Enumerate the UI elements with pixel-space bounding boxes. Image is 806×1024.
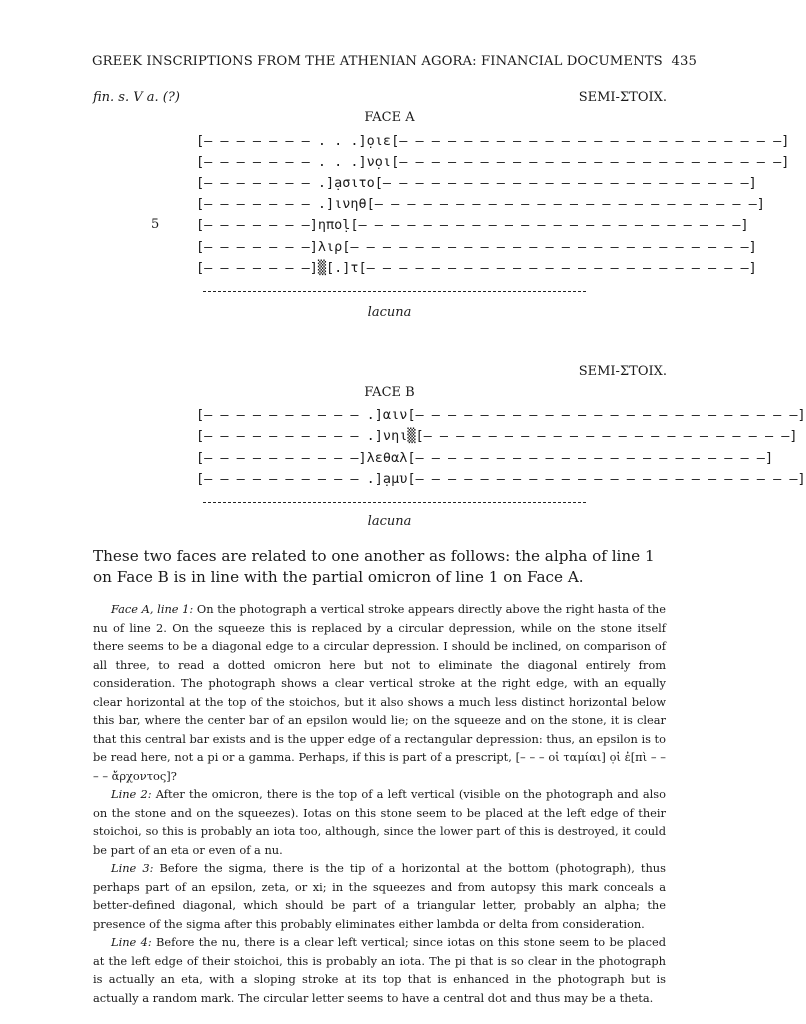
commentary-text: On the photograph a vertical stroke appears directly above the right hasta of the nu of line 2. On the squeeze this is replaced by a circular depression, while on the stone itself there seems to be a diagonal edge to a circular depression. I should be inclined, on comparison of all three, to read a dotted omicron here but not to eliminate the diagonal entirely from consideration. The photograph shows a clear vertical stroke at the right edge, with an equally clear horizontal at the top of the stoichos, but it also shows a much less distinct horizontal below this bar, where the center bar of an epsilon would lie; on the squeeze and on the stone, it is clear that this central bar exists and is the upper edge of a rectangular depression: thus, an epsilon is to be read here, not a pi or a gamma. Perhaps, if this is part of a prescript, [– – – οἱ ταμίαι] ọἱ ἐ[πὶ – – – – ἄρχοντος]?	[93, 602, 666, 783]
face-a-line	[196, 131, 790, 151]
face-b-line-text: [– – – – – – – – – – .]νηι▒[– – – – – – – – – – – – – – – – – – – – – – –]	[196, 428, 798, 444]
face-a-stoich-label: SEMI-ΣΤΟΙΧ.	[578, 90, 667, 105]
face-b-line	[196, 405, 806, 425]
commentary	[93, 600, 666, 1007]
face-b-line-text: [– – – – – – – – – –]λεθαλ[– – – – – – – – – – – – – – – – – – – – – –]	[196, 450, 774, 466]
commentary-label: Line 4:	[111, 935, 152, 949]
lead-paragraph: These two faces are related to one another as follows: the alpha of line 1 on Face B is in line with the partial omicron of line 1 on Face A.	[93, 547, 655, 586]
face-b-lacuna-dashes	[203, 502, 586, 503]
commentary-text: Before the sigma, there is the tip of a horizontal at the bottom (photograph), thus perhaps part of an epsilon, zeta, or xi; in the squeezes and from autopsy this mark conceals a better-defined diagonal, which should be part of a triangular letter, probably an alpha; the presence of the sigma after this probably eliminates either lambda or delta from consideration.	[93, 861, 666, 931]
face-a-lacuna-dashes	[203, 291, 586, 292]
line-number-5: 5	[151, 217, 160, 232]
commentary-paragraph	[93, 785, 666, 859]
face-a-line	[196, 152, 790, 172]
face-a-line-text: [– – – – – – – .]ινηθ[– – – – – – – – – – – – – – – – – – – – – – – –]	[196, 196, 765, 212]
commentary-text: After the omicron, there is the top of a left vertical (visible on the photograph and also on the stone and on the squeezes). Iotas on this stone seem to be placed at the left edge of their stoichoi, so this is probably an iota too, although, since the lower part of this is destroyed, it could be part of an eta or even of a nu.	[93, 787, 666, 857]
face-a-line	[196, 258, 757, 278]
face-b-stoich-label: SEMI-ΣΤΟΙΧ.	[578, 364, 667, 379]
commentary-paragraph	[93, 859, 666, 933]
face-a-line-text: [– – – – – – – .]ạσιτο[– – – – – – – – – – – – – – – – – – – – – – –]	[196, 175, 757, 191]
face-b-line-text: [– – – – – – – – – – .]ạμυ[– – – – – – – – – – – – – – – – – – – – – – – –]	[196, 471, 806, 487]
face-a-line	[196, 173, 757, 193]
face-b-line	[196, 426, 798, 446]
commentary-label: Face A, line 1:	[111, 602, 194, 616]
dateline: fin. s. V a. (?)	[93, 90, 180, 105]
face-a-label: FACE A	[364, 110, 415, 125]
commentary-paragraph	[93, 600, 666, 785]
commentary-paragraph	[93, 933, 666, 1007]
commentary-text: Before the nu, there is a clear left vertical; since iotas on this stone seem to be placed at the left edge of their stoichoi, this is probably an iota. The pi that is so clear in the photograph is actually an eta, with a sloping stroke at its top that is enhanced in the photograph but is actually a random mark. The circular letter seems to have a central dot and thus may be a theta.	[93, 935, 666, 1005]
face-a-line-text: [– – – – – – –]λιρ[– – – – – – – – – – – – – – – – – – – – – – – – –]	[196, 239, 757, 255]
page-number: 435	[671, 54, 697, 69]
face-a-line-text: [– – – – – – –]▒[.]τ[– – – – – – – – – – – – – – – – – – – – – – – –]	[196, 260, 757, 276]
face-a-line	[196, 215, 749, 235]
face-b-label: FACE B	[364, 385, 415, 400]
face-b-line	[196, 448, 774, 468]
running-head-title: GREEK INSCRIPTIONS FROM THE ATHENIAN AGORA: FINANCIAL DOCUMENTS	[92, 54, 663, 69]
commentary-label: Line 2:	[111, 787, 152, 801]
face-b-line	[196, 469, 806, 489]
face-a-line-text: [– – – – – – – . . .]ọιε[– – – – – – – – – – – – – – – – – – – – – – – –]	[196, 133, 790, 149]
face-a-line-text: [– – – – – – – . . .]νọι[– – – – – – – – – – – – – – – – – – – – – – – –]	[196, 154, 790, 170]
face-b-lacuna-label: lacuna	[367, 514, 412, 529]
face-a-line	[196, 237, 757, 257]
face-b-line-text: [– – – – – – – – – – .]αιν[– – – – – – – – – – – – – – – – – – – – – – – –]	[196, 407, 806, 423]
commentary-label: Line 3:	[111, 861, 154, 875]
face-a-line	[196, 194, 765, 214]
face-a-lacuna-label: lacuna	[367, 305, 412, 320]
face-a-line-text: [– – – – – – –]ηποḷ[– – – – – – – – – – – – – – – – – – – – – – – –]	[196, 217, 749, 233]
